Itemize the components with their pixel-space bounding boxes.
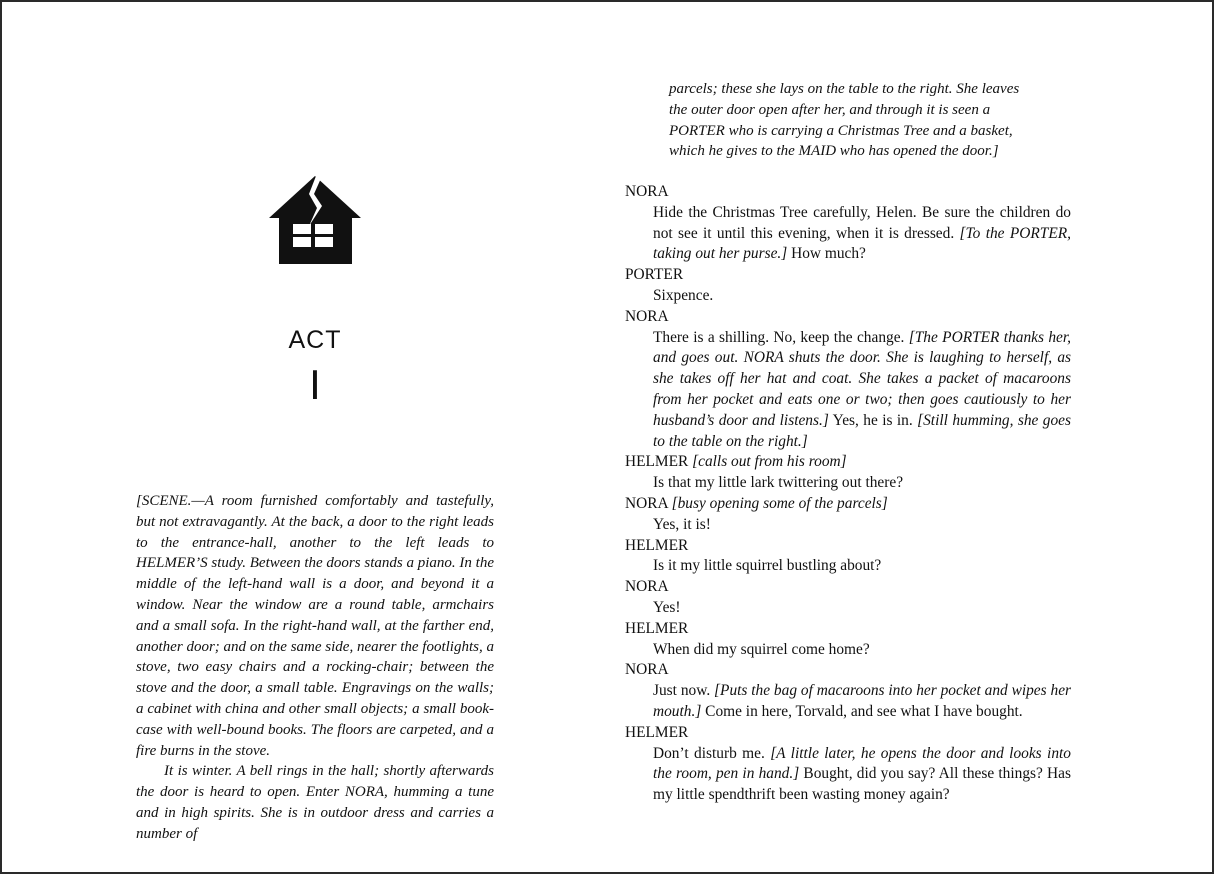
dialogue-line — [653, 473, 1071, 494]
speaker-direction: [busy opening some of the parcels] — [671, 494, 888, 512]
spoken-text: Sixpence. — [653, 286, 714, 304]
speaker-name — [625, 536, 1071, 557]
stage-direction-inline: [To the PORTER, taking out her purse.] — [653, 224, 1071, 263]
spoken-text: Yes! — [653, 598, 681, 616]
speaker-label: NORA — [625, 307, 669, 325]
spoken-text: Bought, did you say? All these things? Has my little spendthrift been wasting money again? — [653, 765, 1071, 804]
dialogue-line — [653, 328, 1071, 453]
dialogue-line — [653, 203, 1071, 265]
act-number: I — [309, 361, 321, 408]
speaker-name — [625, 660, 1071, 681]
dialogue-line — [653, 598, 1071, 619]
act-label: ACT — [288, 326, 342, 354]
speaker-label: HELMER — [625, 536, 689, 554]
stage-direction — [669, 79, 1031, 162]
speaker-label: NORA — [625, 578, 669, 596]
dialogue — [625, 182, 1071, 806]
scene-description — [136, 491, 494, 845]
stage-direction-inline: [Still humming, she goes to the table on the right.] — [653, 411, 1071, 450]
speaker-name — [625, 307, 1071, 328]
scene-paragraph: [SCENE.—A room furnished comfortably and tastefully, but not extravagantly. At the back, a door to the right leads to the entrance-hall, another to the left leads to HELMER’S study. Between the doors stands a piano. In the middle of the left-hand wall is a door, and beyond it a window. Near the window are a round table, armchairs and a small sofa. In the right-hand wall, at the farther end, another door; and on the same side, nearer the footlights, a stove, two easy chairs and a rocking-chair; between the stove and the door, a small table. Engravings on the walls; a cabinet with china and other small objects; a small book-case with well-bound books. The floors are carpeted, and a fire burns in the stove. — [136, 493, 494, 759]
speaker-label: NORA — [625, 494, 668, 512]
spoken-text: Just now. — [653, 682, 715, 700]
speaker-name — [625, 452, 1071, 473]
speaker-label: HELMER — [625, 723, 689, 741]
broken-house-icon — [267, 174, 363, 266]
speaker-name — [625, 723, 1071, 744]
speaker-label: HELMER — [625, 453, 689, 471]
spoken-text: There is a shilling. No, keep the change. — [653, 328, 909, 346]
right-page — [607, 2, 1212, 872]
dialogue-line — [653, 681, 1071, 723]
speaker-name — [625, 182, 1071, 203]
spoken-text: Is it my little squirrel bustling about? — [653, 557, 882, 575]
stage-direction-inline: [Puts the bag of macaroons into her pocket and wipes her mouth.] — [653, 682, 1072, 720]
spoken-text: Is that my little lark twittering out there? — [653, 474, 904, 492]
speaker-label: NORA — [625, 183, 669, 200]
dialogue-line — [653, 515, 1071, 536]
speaker-name — [625, 577, 1071, 598]
spoken-text: Yes, it is! — [653, 515, 711, 533]
spoken-text: Come in here, Torvald, and see what I have bought. — [701, 702, 1023, 720]
spoken-text: Don’t disturb me. — [653, 744, 771, 762]
speaker-name — [625, 265, 1071, 286]
dialogue-line — [653, 640, 1071, 661]
spoken-text: Yes, he is in. — [828, 411, 918, 429]
stage-direction-text: parcels; these she lays on the table to the right. She leaves the outer door open after her, and through it is seen a PORTER who is carrying a Christmas Tree and a basket, which he gives to the MAID who has opened the door.] — [669, 81, 1020, 160]
dialogue-line — [653, 744, 1071, 806]
speaker-label: HELMER — [625, 619, 689, 637]
left-page — [2, 2, 607, 872]
dialogue-line — [653, 286, 1071, 307]
speaker-label: PORTER — [625, 266, 684, 284]
speaker-name — [625, 619, 1071, 640]
scene-paragraph: It is winter. A bell rings in the hall; shortly afterwards the door is heard to open. Enter NORA, humming a tune and in high spirits. She is in outdoor dress and carries a number of — [136, 763, 494, 842]
stage-direction-inline: [The PORTER thanks her, and goes out. NORA shuts the door. She is laughing to herself, as she takes off her hat and coat. She takes a packet of macaroons from her pocket and eats one or two; then goes cautiously to her husband’s door and listens.] — [653, 328, 1071, 429]
speaker-direction: [calls out from his room] — [692, 453, 847, 471]
dialogue-line — [653, 556, 1071, 577]
spoken-text: How much? — [787, 245, 866, 263]
stage-direction-inline: [A little later, he opens the door and looks into the room, pen in hand.] — [653, 744, 1071, 783]
spoken-text: When did my squirrel come home? — [653, 640, 870, 658]
speaker-label: NORA — [625, 661, 669, 679]
speaker-name — [625, 494, 1071, 515]
spoken-text: Hide the Christmas Tree carefully, Helen. Be sure the children do not see it until this evening, when it is dressed. — [653, 203, 1071, 242]
